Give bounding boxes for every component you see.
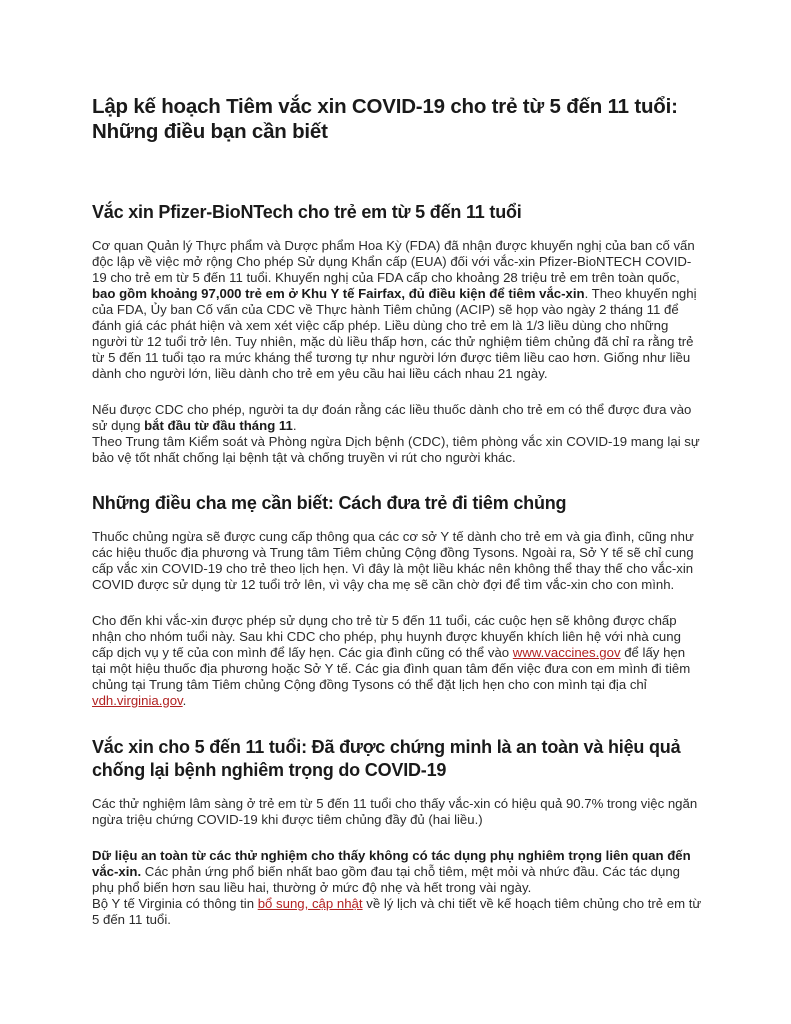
- text-fda-b: . Theo khuyến nghị của FDA, Ủy ban Cố vấn của CDC về Thực hành Tiêm chủng (ACIP) sẽ họp vào ngày 2 tháng 11 để đánh giá các phát hiện và xem xét việc cấp phép. Liều dùng cho trẻ em là 1/3 liều dùng cho những người từ 12 tuổi trở lên. Tuy nhiên, mặc dù liều thấp hơn, các thử nghiệm tiêm chủng đã chỉ ra rằng trẻ từ 5 đến 11 tuổi tạo ra mức kháng thể tương tự như người lớn được tiêm liều cao hơn. Giống như liều dành cho người lớn, liều dành cho trẻ em yêu cầu hai liều cách nhau 21 ngày.: [92, 286, 697, 381]
- document-page: [92, 94, 702, 928]
- section-heading-parents: Những điều cha mẹ cần biết: Cách đưa trẻ đi tiêm chủng: [92, 493, 567, 513]
- text-vdh-a: Bộ Y tế Virginia có thông tin: [92, 896, 258, 911]
- vdh-virginia-link[interactable]: vdh.virginia.gov: [92, 693, 183, 708]
- text-fda-a: Cơ quan Quản lý Thực phẩm và Dược phẩm Hoa Kỳ (FDA) đã nhận được khuyến nghị của ban cố vấn độc lập về việc mở rộng Cho phép Sử dụng Khẩn cấp (EUA) đối với vắc-xin Pfizer-BioNTECH COVID-19 cho trẻ em từ 5 đến 11 tuổi. Khuyến nghị của FDA cấp cho khoảng 28 triệu trẻ em trên toàn quốc,: [92, 238, 695, 285]
- text-appt-c: .: [182, 693, 187, 708]
- paragraph-cdc-timing: [92, 402, 702, 434]
- updated-info-link[interactable]: bổ sung, cập nhật: [257, 896, 363, 911]
- paragraph-fda-recommendation: [92, 238, 702, 382]
- text-vdh-b: về lý lịch và chi tiết về kế hoạch tiêm chủng cho trẻ em từ 5 đến 11 tuổi.: [92, 896, 702, 927]
- text-safety-bold: Dữ liệu an toàn từ các thử nghiệm cho thấy không có tác dụng phụ nghiêm trọng liên quan đến vắc-xin.: [92, 848, 691, 879]
- text-cdc-a: Nếu được CDC cho phép, người ta dự đoán rằng các liều thuốc dành cho trẻ em có thể được đưa vào sử dụng: [92, 402, 692, 433]
- paragraph-appointments: [92, 613, 702, 709]
- paragraph-efficacy: Các thử nghiệm lâm sàng ở trẻ em từ 5 đến 11 tuổi cho thấy vắc-xin có hiệu quả 90.7% trong việc ngăn ngừa triệu chứng COVID-19 khi được tiêm chủng đầy đủ (hai liều.): [92, 796, 698, 827]
- section-heading-pfizer: Vắc xin Pfizer-BioNTech cho trẻ em từ 5 đến 11 tuổi: [92, 202, 522, 222]
- text-appt-b: để lấy hẹn tại một hiệu thuốc địa phương hoặc Sở Y tế. Các gia đình quan tâm đến việc đưa con em mình đi tiêm chủng tại Trung tâm Tiêm chủng Cộng đồng Tysons có thể đặt lịch hẹn cho con mình tại địa chỉ: [92, 645, 691, 692]
- text-appt-a: Cho đến khi vắc-xin được phép sử dụng cho trẻ từ 5 đến 11 tuổi, các cuộc hẹn sẽ không được chấp nhận cho nhóm tuổi này. Sau khi CDC cho phép, phụ huynh được khuyến khích liên hệ với nhà cung cấp dịch vụ y tế của con mình để lấy hẹn. Các gia đình cũng có thể vào: [92, 613, 681, 660]
- page-title: Lập kế hoạch Tiêm vắc xin COVID-19 cho trẻ từ 5 đến 11 tuổi: Những điều bạn cần biết: [92, 95, 678, 143]
- text-november-bold: bắt đầu từ đầu tháng 11: [144, 418, 293, 433]
- vaccines-gov-link[interactable]: www.vaccines.gov: [512, 645, 621, 660]
- paragraph-cdc-protection: Theo Trung tâm Kiểm soát và Phòng ngừa Dịch bệnh (CDC), tiêm phòng vắc xin COVID-19 mang lại sự bảo vệ tốt nhất chống lại bệnh tật và chống truyền vi rút cho người khác.: [92, 434, 700, 465]
- text-cdc-b: .: [292, 418, 297, 433]
- paragraph-vaccine-sources: Thuốc chủng ngừa sẽ được cung cấp thông qua các cơ sở Y tế dành cho trẻ em và gia đình, cũng như các hiệu thuốc địa phương và Trung tâm Tiêm chủng Cộng đồng Tysons. Ngoài ra, Sở Y tế sẽ chỉ cung cấp vắc xin COVID-19 cho trẻ theo lịch hẹn. Vì đây là một liều khác nên không thể thay thế cho vắc-xin COVID được sử dụng từ 12 tuổi trở lên, vì vậy cha mẹ sẽ cần chờ đợi để tìm vắc-xin cho con mình.: [92, 529, 694, 592]
- section-heading-safety: Vắc xin cho 5 đến 11 tuổi: Đã được chứng minh là an toàn và hiệu quả chống lại bệnh nghiêm trọng do COVID-19: [92, 737, 681, 780]
- text-fairfax-bold: bao gồm khoảng 97,000 trẻ em ở Khu Y tế Fairfax, đủ điều kiện để tiêm vắc-xin: [92, 286, 585, 301]
- paragraph-vdh-info: [92, 896, 702, 928]
- paragraph-safety-data: [92, 848, 702, 896]
- text-safety-b: Các phản ứng phổ biến nhất bao gồm đau tại chỗ tiêm, mệt mỏi và nhức đầu. Các tác dụng phụ phổ biến hơn sau liều hai, thường ở mức độ nhẹ và hết trong vài ngày.: [92, 864, 681, 895]
